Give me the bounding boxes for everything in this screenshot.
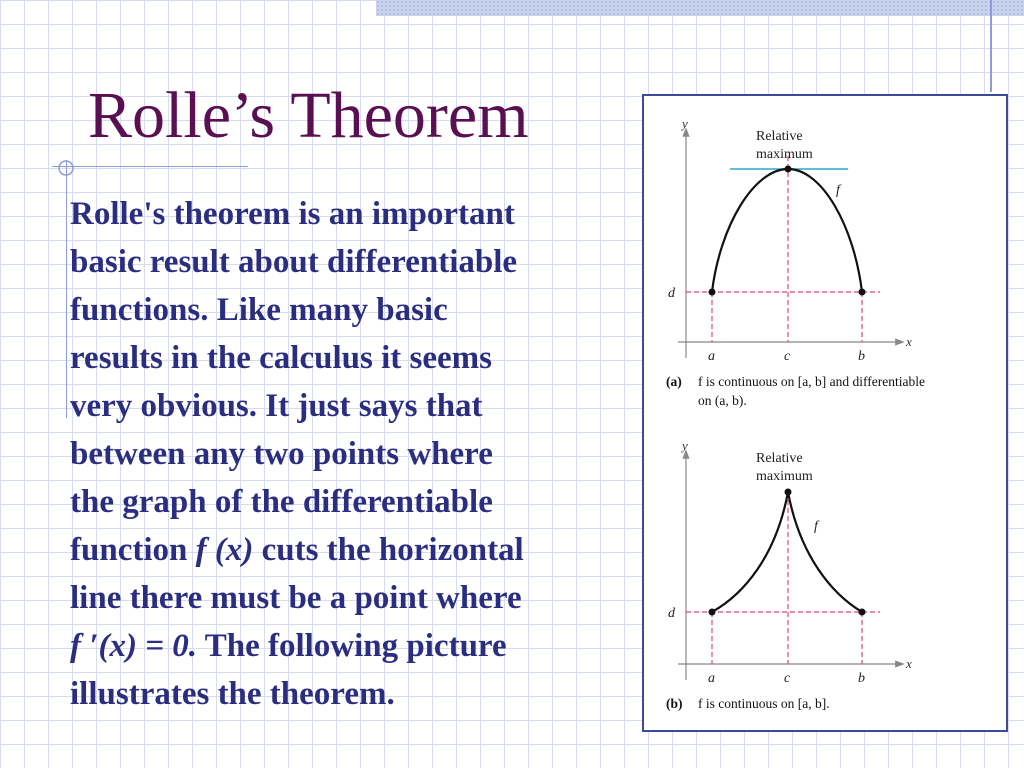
panel-b-point-b	[859, 609, 866, 616]
title-underline	[52, 166, 248, 167]
body-intro: Rolle's theorem is an important basic result about differentiable functions. Like many basic results in the calculus it seems very obvious. It just says that between any two points where the graph of the differentiable function	[70, 196, 518, 568]
panel-a-b-label: b	[858, 349, 865, 364]
circle-bullet-icon	[56, 158, 78, 180]
panel-b-annotation-2: maximum	[756, 469, 813, 484]
panel-b-a-label: a	[708, 671, 715, 686]
panel-a-annotation-2: maximum	[756, 147, 813, 162]
top-decorative-band	[376, 0, 1024, 16]
text-left-rule	[66, 160, 67, 418]
panel-a-d-label: d	[668, 286, 675, 301]
panel-b-curve	[712, 492, 862, 612]
panel-b	[666, 438, 912, 711]
panel-b-caption-1: f is continuous on [a, b].	[698, 696, 830, 711]
panel-a-a-label: a	[708, 349, 715, 364]
figure-graphics	[644, 96, 1010, 734]
panel-b-b-label: b	[858, 671, 865, 686]
derivative-equation: f ′(x) = 0.	[70, 628, 198, 664]
panel-a-caption-1: f is continuous on [a, b] and differentiable	[698, 374, 925, 389]
panel-a-caption-tag: (a)	[666, 374, 682, 389]
panel-a-point-a	[709, 289, 716, 296]
panel-b-point-a	[709, 609, 716, 616]
slide-body-text	[70, 190, 630, 718]
panel-a-c-label: c	[784, 349, 791, 364]
rolle-figure	[642, 94, 1008, 732]
panel-b-caption-tag: (b)	[666, 696, 683, 711]
panel-a	[666, 116, 925, 408]
panel-a-point-b	[859, 289, 866, 296]
panel-b-x-label: x	[906, 656, 912, 671]
panel-b-curve-label: f	[814, 519, 818, 534]
panel-b-c-label: c	[784, 671, 791, 686]
body-end: The following picture illustrates the theorem.	[70, 628, 507, 712]
panel-a-x-label: x	[906, 334, 912, 349]
panel-a-annotation-1: Relative	[756, 129, 803, 144]
panel-a-caption-2: on (a, b).	[698, 393, 747, 408]
slide-title: Rolle’s Theorem	[88, 79, 529, 152]
panel-a-point-max	[785, 166, 792, 173]
function-fx: f (x)	[195, 532, 254, 568]
body-mid: cuts the horizontal line there must be a point where	[70, 532, 524, 616]
panel-b-y-label: y	[682, 438, 688, 453]
right-decorative-rule	[990, 0, 992, 92]
panel-b-point-max	[785, 489, 792, 496]
panel-b-d-label: d	[668, 606, 675, 621]
panel-b-annotation-1: Relative	[756, 451, 803, 466]
panel-a-y-label: y	[682, 116, 688, 131]
panel-a-curve-label: f	[836, 183, 840, 198]
